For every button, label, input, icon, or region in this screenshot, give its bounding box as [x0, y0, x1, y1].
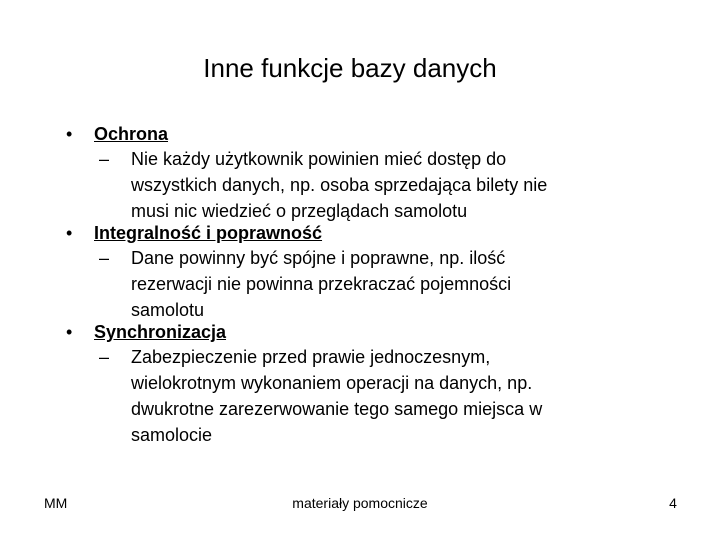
bullet-icon: • — [66, 322, 73, 342]
bullet-label: Ochrona — [94, 124, 169, 144]
sub-line: Dane powinny być spójne i poprawne, np. ilość — [131, 248, 506, 268]
bullet-item-ochrona — [66, 123, 666, 146]
bullet-item-integralnosc — [66, 222, 666, 245]
sub-item — [99, 344, 601, 448]
bullet-icon: • — [66, 223, 73, 243]
sub-item — [99, 146, 601, 224]
slide-content — [66, 123, 666, 448]
sub-line: wielokrotnym wykonaniem operacji na danych, np. — [131, 373, 533, 393]
footer-caption: materiały pomocnicze — [292, 495, 428, 511]
bullet-icon: • — [66, 124, 73, 144]
dash-icon: – — [99, 149, 110, 169]
sub-line: Zabezpieczenie przed prawie jednoczesnym, — [131, 347, 491, 367]
sub-line: dwukrotne zarezerwowanie tego samego miejsca w — [131, 399, 543, 419]
slide-title: Inne funkcje bazy danych — [203, 53, 497, 83]
footer-author: MM — [44, 495, 68, 511]
sub-line: Nie każdy użytkownik powinien mieć dostęp do — [131, 149, 507, 169]
bullet-item-synchronizacja — [66, 321, 666, 344]
bullet-label: Synchronizacja — [94, 322, 227, 342]
sub-line: musi nic wiedzieć o przeglądach samolotu — [131, 201, 468, 221]
sub-line: samolotu — [131, 300, 205, 320]
page-number: 4 — [669, 495, 677, 511]
dash-icon: – — [99, 347, 110, 367]
bullet-label: Integralność i poprawność — [94, 223, 323, 243]
dash-icon: – — [99, 248, 110, 268]
sub-item — [99, 245, 601, 323]
sub-line: wszystkich danych, np. osoba sprzedająca bilety nie — [131, 175, 548, 195]
sub-line: rezerwacji nie powinna przekraczać pojemności — [131, 274, 512, 294]
sub-line: samolocie — [131, 425, 213, 445]
